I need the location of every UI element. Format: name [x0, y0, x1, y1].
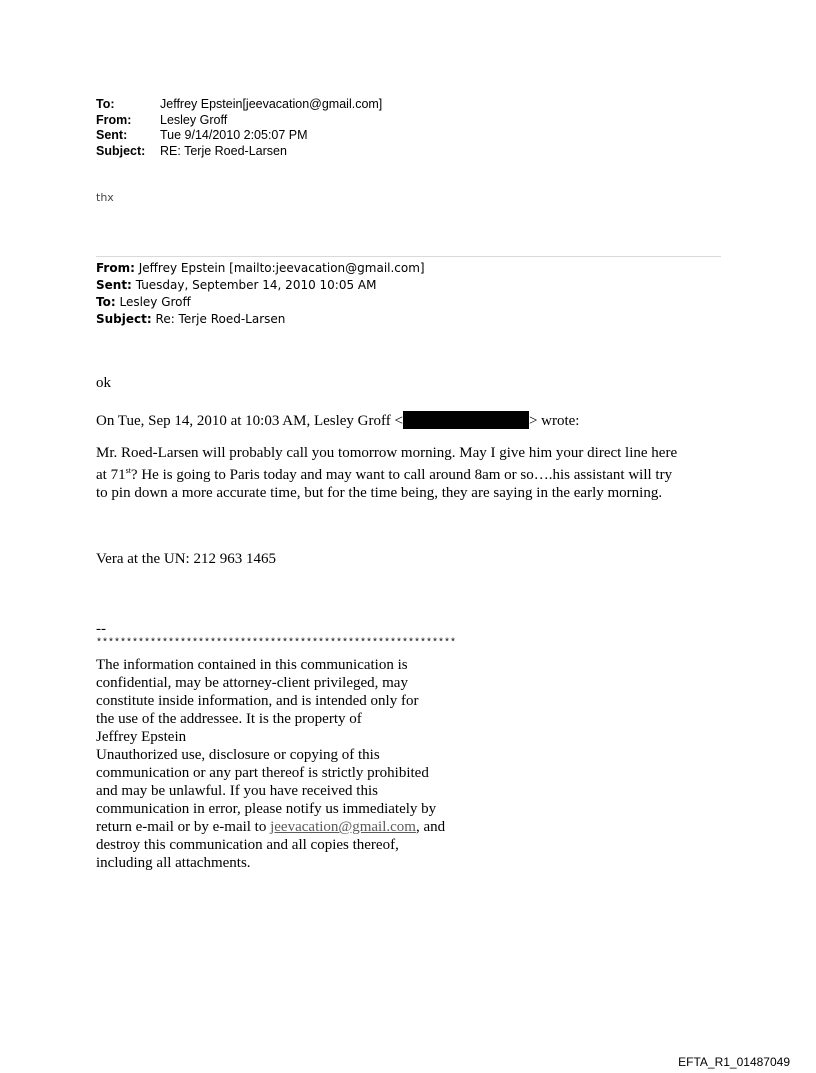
disclaimer-line: the use of the addressee. It is the property of [96, 711, 362, 727]
confidentiality-disclaimer [96, 656, 496, 872]
subject-value: RE: Terje Roed-Larsen [160, 143, 287, 158]
paragraph-line [96, 462, 677, 484]
quoted-from-value: Jeffrey Epstein [mailto:jeevacation@gmail.com] [138, 261, 425, 275]
paragraph-line-part: at 71 [96, 467, 126, 483]
email-header [96, 97, 382, 159]
disclaimer-line: Jeffrey Epstein [96, 729, 187, 745]
quoted-sent-value: Tuesday, September 14, 2010 10:05 AM [135, 278, 377, 292]
sent-row [96, 128, 382, 144]
disclaimer-line: constitute inside information, and is intended only for [96, 693, 419, 709]
quoted-from-label: From: [96, 261, 135, 275]
paragraph-line: Mr. Roed-Larsen will probably call you tomorrow morning. May I give him your direct line here [96, 445, 678, 461]
quoted-to-row [96, 294, 425, 311]
disclaimer-line [96, 818, 496, 836]
signature-dashes: -- [96, 621, 106, 637]
disclaimer-line: The information contained in this communication is [96, 657, 408, 673]
reply-body: thx [96, 191, 114, 204]
quoted-subject-value: Re: Terje Roed-Larsen [155, 312, 286, 326]
quoted-sent-row [96, 277, 425, 294]
subject-row [96, 144, 382, 160]
paragraph-line: to pin down a more accurate time, but for the time being, they are saying in the early morning. [96, 485, 663, 501]
signature-stars: ************************************************************ [96, 638, 457, 649]
quoted-subject-label: Subject: [96, 312, 152, 326]
subject-label: Subject: [96, 143, 146, 158]
quoted-subject-row [96, 311, 425, 328]
to-label: To: [96, 97, 115, 111]
quoted-to-label: To: [96, 295, 116, 309]
from-row [96, 113, 382, 129]
to-value: Jeffrey Epstein[jeevacation@gmail.com] [160, 97, 383, 111]
to-row [96, 97, 382, 113]
redaction-block [403, 411, 529, 429]
disclaimer-line: Unauthorized use, disclosure or copying of this [96, 747, 380, 763]
wrote-line-suffix: > wrote: [528, 413, 580, 429]
vera-line: Vera at the UN: 212 963 1465 [96, 551, 276, 567]
from-label: From: [96, 112, 132, 127]
return-prefix: return e-mail or by e-mail to [96, 819, 271, 835]
paragraph-line-part: ? He is going to Paris today and may want to call around 8am or so….his assistant will try [130, 467, 673, 483]
message-paragraph [96, 444, 677, 502]
divider [96, 256, 721, 257]
disclaimer-line: destroy this communication and all copies thereof, [96, 837, 399, 853]
ordinal-superscript: st [125, 466, 131, 475]
return-suffix: , and [415, 819, 446, 835]
sent-label: Sent: [96, 128, 128, 142]
quoted-to-value: Lesley Groff [119, 295, 191, 309]
disclaimer-line: including all attachments. [96, 855, 251, 871]
disclaimer-line: and may be unlawful. If you have received this [96, 783, 378, 799]
disclaimer-line: communication or any part thereof is strictly prohibited [96, 765, 429, 781]
document-id: EFTA_R1_01487049 [678, 1055, 790, 1069]
disclaimer-line: confidential, may be attorney-client privileged, may [96, 675, 408, 691]
quoted-from-row [96, 260, 425, 277]
from-value: Lesley Groff [160, 112, 228, 127]
sent-value: Tue 9/14/2010 2:05:07 PM [160, 128, 308, 142]
wrote-line [96, 411, 579, 430]
email-link[interactable]: jeevacation@gmail.com [270, 819, 416, 835]
quoted-sent-label: Sent: [96, 278, 132, 292]
quoted-header [96, 260, 425, 328]
disclaimer-line: communication in error, please notify us immediately by [96, 801, 437, 817]
ok-text: ok [96, 375, 111, 391]
wrote-line-prefix: On Tue, Sep 14, 2010 at 10:03 AM, Lesley Groff < [96, 413, 403, 429]
